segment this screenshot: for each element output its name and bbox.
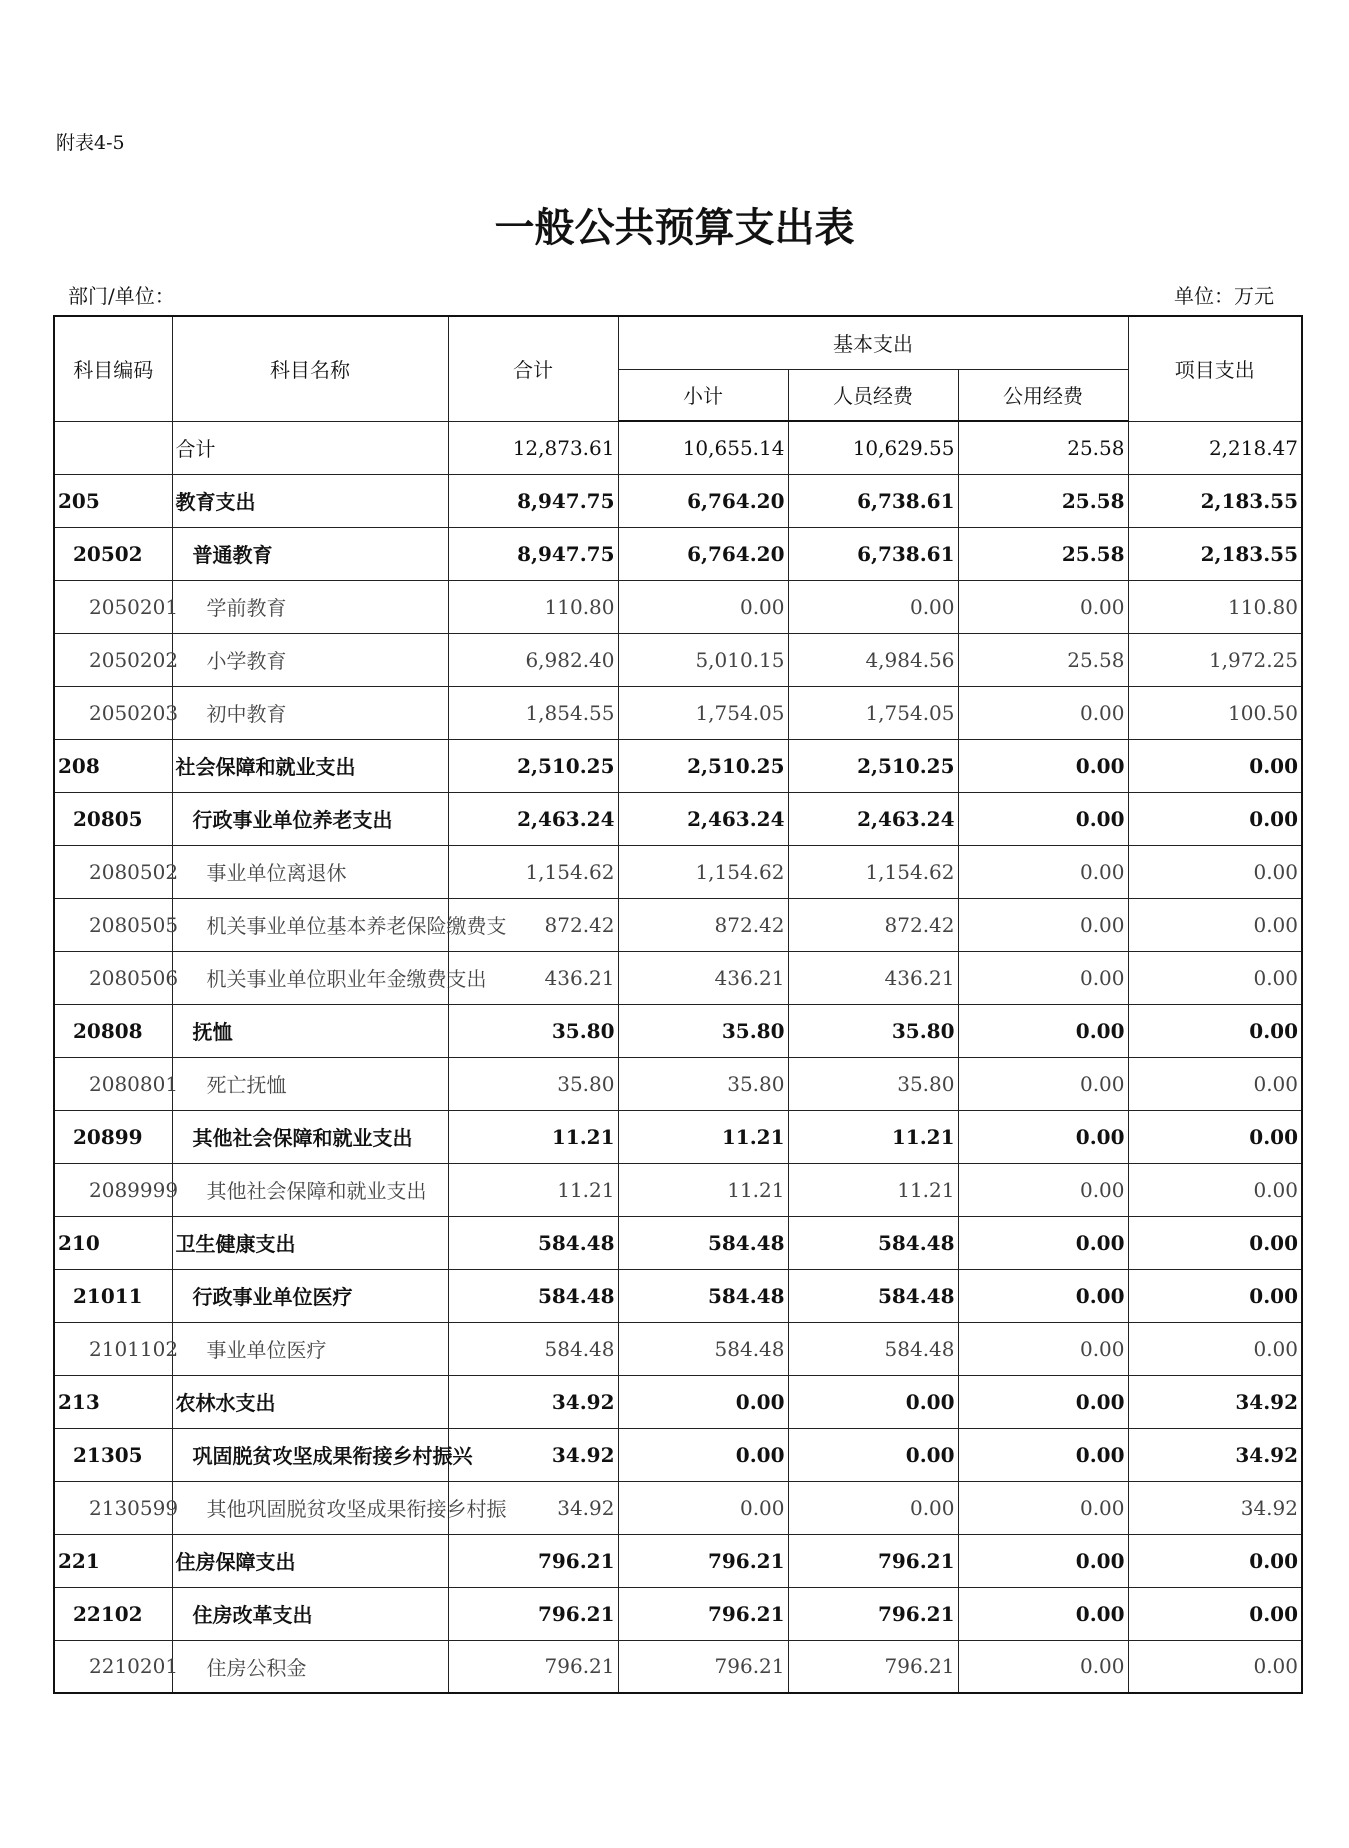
table-row bbox=[54, 1057, 1302, 1110]
cell-code: 208 bbox=[54, 739, 172, 792]
cell-subtotal: 2,463.24 bbox=[618, 792, 788, 845]
table-row bbox=[54, 1216, 1302, 1269]
cell-public: 0.00 bbox=[958, 1375, 1128, 1428]
cell-code: 2080502 bbox=[54, 845, 172, 898]
cell-subtotal: 796.21 bbox=[618, 1534, 788, 1587]
cell-name: 机关事业单位基本养老保险缴费支 bbox=[172, 898, 448, 951]
cell-subtotal: 584.48 bbox=[618, 1322, 788, 1375]
cell-subtotal: 796.21 bbox=[618, 1587, 788, 1640]
cell-public: 0.00 bbox=[958, 1640, 1128, 1693]
cell-name: 死亡抚恤 bbox=[172, 1057, 448, 1110]
cell-public: 0.00 bbox=[958, 845, 1128, 898]
cell-personnel: 584.48 bbox=[788, 1216, 958, 1269]
cell-code: 20805 bbox=[54, 792, 172, 845]
cell-personnel: 35.80 bbox=[788, 1004, 958, 1057]
cell-public: 0.00 bbox=[958, 739, 1128, 792]
cell-total: 35.80 bbox=[448, 1004, 618, 1057]
cell-code: 2080801 bbox=[54, 1057, 172, 1110]
cell-project: 2,183.55 bbox=[1128, 527, 1302, 580]
table-row bbox=[54, 474, 1302, 527]
cell-personnel: 796.21 bbox=[788, 1587, 958, 1640]
table-row bbox=[54, 1428, 1302, 1481]
cell-public: 0.00 bbox=[958, 1269, 1128, 1322]
cell-name: 抚恤 bbox=[172, 1004, 448, 1057]
cell-total: 2,463.24 bbox=[448, 792, 618, 845]
table-row bbox=[54, 951, 1302, 1004]
cell-project: 2,218.47 bbox=[1128, 421, 1302, 474]
cell-name: 教育支出 bbox=[172, 474, 448, 527]
cell-name: 事业单位医疗 bbox=[172, 1322, 448, 1375]
header-code: 科目编码 bbox=[54, 316, 172, 421]
cell-name: 其他社会保障和就业支出 bbox=[172, 1110, 448, 1163]
cell-name: 合计 bbox=[172, 421, 448, 474]
cell-total: 34.92 bbox=[448, 1428, 618, 1481]
cell-total: 12,873.61 bbox=[448, 421, 618, 474]
cell-total: 35.80 bbox=[448, 1057, 618, 1110]
cell-code: 2050201 bbox=[54, 580, 172, 633]
cell-personnel: 6,738.61 bbox=[788, 474, 958, 527]
table-row bbox=[54, 898, 1302, 951]
cell-project: 0.00 bbox=[1128, 1269, 1302, 1322]
header-subtotal: 小计 bbox=[618, 369, 788, 421]
cell-name: 初中教育 bbox=[172, 686, 448, 739]
cell-name: 普通教育 bbox=[172, 527, 448, 580]
cell-subtotal: 584.48 bbox=[618, 1216, 788, 1269]
cell-code: 2101102 bbox=[54, 1322, 172, 1375]
cell-code: 2210201 bbox=[54, 1640, 172, 1693]
header-total: 合计 bbox=[448, 316, 618, 421]
cell-name: 其他巩固脱贫攻坚成果衔接乡村振 bbox=[172, 1481, 448, 1534]
table-row bbox=[54, 845, 1302, 898]
cell-public: 0.00 bbox=[958, 686, 1128, 739]
cell-subtotal: 872.42 bbox=[618, 898, 788, 951]
cell-personnel: 2,463.24 bbox=[788, 792, 958, 845]
cell-code: 2050203 bbox=[54, 686, 172, 739]
cell-personnel: 796.21 bbox=[788, 1534, 958, 1587]
cell-project: 100.50 bbox=[1128, 686, 1302, 739]
cell-code: 213 bbox=[54, 1375, 172, 1428]
header-personnel: 人员经费 bbox=[788, 369, 958, 421]
cell-code: 221 bbox=[54, 1534, 172, 1587]
department-label: 部门/单位： bbox=[68, 284, 175, 308]
table-row bbox=[54, 686, 1302, 739]
cell-subtotal: 436.21 bbox=[618, 951, 788, 1004]
cell-public: 0.00 bbox=[958, 792, 1128, 845]
header-name: 科目名称 bbox=[172, 316, 448, 421]
cell-personnel: 10,629.55 bbox=[788, 421, 958, 474]
cell-project: 0.00 bbox=[1128, 1587, 1302, 1640]
cell-project: 2,183.55 bbox=[1128, 474, 1302, 527]
table-row bbox=[54, 1269, 1302, 1322]
cell-subtotal: 35.80 bbox=[618, 1004, 788, 1057]
table-row bbox=[54, 633, 1302, 686]
cell-personnel: 1,754.05 bbox=[788, 686, 958, 739]
cell-code: 210 bbox=[54, 1216, 172, 1269]
cell-public: 25.58 bbox=[958, 527, 1128, 580]
cell-total: 584.48 bbox=[448, 1216, 618, 1269]
cell-name: 其他社会保障和就业支出 bbox=[172, 1163, 448, 1216]
cell-personnel: 4,984.56 bbox=[788, 633, 958, 686]
cell-code: 22102 bbox=[54, 1587, 172, 1640]
cell-personnel: 584.48 bbox=[788, 1269, 958, 1322]
cell-public: 0.00 bbox=[958, 1216, 1128, 1269]
cell-subtotal: 11.21 bbox=[618, 1163, 788, 1216]
cell-personnel: 436.21 bbox=[788, 951, 958, 1004]
cell-name: 农林水支出 bbox=[172, 1375, 448, 1428]
cell-public: 0.00 bbox=[958, 580, 1128, 633]
cell-personnel: 11.21 bbox=[788, 1110, 958, 1163]
cell-subtotal: 1,754.05 bbox=[618, 686, 788, 739]
cell-total: 1,154.62 bbox=[448, 845, 618, 898]
cell-total: 796.21 bbox=[448, 1640, 618, 1693]
cell-subtotal: 35.80 bbox=[618, 1057, 788, 1110]
cell-public: 25.58 bbox=[958, 474, 1128, 527]
cell-subtotal: 5,010.15 bbox=[618, 633, 788, 686]
cell-personnel: 1,154.62 bbox=[788, 845, 958, 898]
table-row bbox=[54, 1322, 1302, 1375]
cell-public: 0.00 bbox=[958, 1322, 1128, 1375]
cell-code: 2130599 bbox=[54, 1481, 172, 1534]
cell-total: 34.92 bbox=[448, 1481, 618, 1534]
cell-personnel: 0.00 bbox=[788, 580, 958, 633]
cell-personnel: 584.48 bbox=[788, 1322, 958, 1375]
cell-personnel: 35.80 bbox=[788, 1057, 958, 1110]
expenditure-table bbox=[53, 315, 1303, 1694]
cell-name: 住房公积金 bbox=[172, 1640, 448, 1693]
cell-name: 住房改革支出 bbox=[172, 1587, 448, 1640]
table-row bbox=[54, 792, 1302, 845]
cell-personnel: 11.21 bbox=[788, 1163, 958, 1216]
cell-code: 2050202 bbox=[54, 633, 172, 686]
table-row bbox=[54, 1587, 1302, 1640]
table-row bbox=[54, 1375, 1302, 1428]
table-row bbox=[54, 580, 1302, 633]
cell-code: 20502 bbox=[54, 527, 172, 580]
cell-subtotal: 0.00 bbox=[618, 1428, 788, 1481]
cell-subtotal: 0.00 bbox=[618, 1481, 788, 1534]
cell-public: 0.00 bbox=[958, 1163, 1128, 1216]
cell-project: 0.00 bbox=[1128, 845, 1302, 898]
table-row bbox=[54, 1481, 1302, 1534]
cell-project: 34.92 bbox=[1128, 1481, 1302, 1534]
header-public: 公用经费 bbox=[958, 369, 1128, 421]
cell-personnel: 0.00 bbox=[788, 1428, 958, 1481]
cell-subtotal: 2,510.25 bbox=[618, 739, 788, 792]
cell-name: 巩固脱贫攻坚成果衔接乡村振兴 bbox=[172, 1428, 448, 1481]
cell-personnel: 0.00 bbox=[788, 1375, 958, 1428]
table-body bbox=[54, 421, 1302, 1693]
cell-public: 25.58 bbox=[958, 421, 1128, 474]
cell-public: 0.00 bbox=[958, 898, 1128, 951]
cell-subtotal: 0.00 bbox=[618, 1375, 788, 1428]
table-row bbox=[54, 1004, 1302, 1057]
cell-name: 卫生健康支出 bbox=[172, 1216, 448, 1269]
table-row bbox=[54, 1110, 1302, 1163]
cell-total: 110.80 bbox=[448, 580, 618, 633]
cell-name: 行政事业单位医疗 bbox=[172, 1269, 448, 1322]
cell-project: 0.00 bbox=[1128, 898, 1302, 951]
cell-subtotal: 796.21 bbox=[618, 1640, 788, 1693]
table-row bbox=[54, 739, 1302, 792]
cell-total: 872.42 bbox=[448, 898, 618, 951]
cell-subtotal: 6,764.20 bbox=[618, 527, 788, 580]
cell-total: 8,947.75 bbox=[448, 474, 618, 527]
cell-code: 20808 bbox=[54, 1004, 172, 1057]
cell-subtotal: 0.00 bbox=[618, 580, 788, 633]
cell-name: 住房保障支出 bbox=[172, 1534, 448, 1587]
cell-public: 0.00 bbox=[958, 1481, 1128, 1534]
cell-name: 社会保障和就业支出 bbox=[172, 739, 448, 792]
cell-project: 110.80 bbox=[1128, 580, 1302, 633]
cell-name: 事业单位离退休 bbox=[172, 845, 448, 898]
cell-code bbox=[54, 421, 172, 474]
cell-project: 0.00 bbox=[1128, 1057, 1302, 1110]
cell-project: 0.00 bbox=[1128, 792, 1302, 845]
table-row bbox=[54, 1163, 1302, 1216]
cell-personnel: 872.42 bbox=[788, 898, 958, 951]
cell-total: 584.48 bbox=[448, 1269, 618, 1322]
cell-project: 0.00 bbox=[1128, 1534, 1302, 1587]
cell-name: 学前教育 bbox=[172, 580, 448, 633]
cell-public: 0.00 bbox=[958, 951, 1128, 1004]
cell-total: 796.21 bbox=[448, 1587, 618, 1640]
cell-total: 796.21 bbox=[448, 1534, 618, 1587]
cell-project: 34.92 bbox=[1128, 1428, 1302, 1481]
page-title: 一般公共预算支出表 bbox=[494, 205, 855, 251]
cell-project: 0.00 bbox=[1128, 1163, 1302, 1216]
cell-personnel: 6,738.61 bbox=[788, 527, 958, 580]
unit-label: 单位：万元 bbox=[1174, 284, 1274, 308]
header-basic: 基本支出 bbox=[618, 316, 1128, 369]
cell-personnel: 2,510.25 bbox=[788, 739, 958, 792]
cell-personnel: 0.00 bbox=[788, 1481, 958, 1534]
cell-total: 8,947.75 bbox=[448, 527, 618, 580]
cell-code: 2080505 bbox=[54, 898, 172, 951]
cell-project: 34.92 bbox=[1128, 1375, 1302, 1428]
cell-total: 11.21 bbox=[448, 1163, 618, 1216]
cell-public: 25.58 bbox=[958, 633, 1128, 686]
cell-public: 0.00 bbox=[958, 1534, 1128, 1587]
cell-subtotal: 6,764.20 bbox=[618, 474, 788, 527]
cell-name: 行政事业单位养老支出 bbox=[172, 792, 448, 845]
cell-project: 0.00 bbox=[1128, 1004, 1302, 1057]
cell-personnel: 796.21 bbox=[788, 1640, 958, 1693]
cell-name: 机关事业单位职业年金缴费支出 bbox=[172, 951, 448, 1004]
cell-public: 0.00 bbox=[958, 1587, 1128, 1640]
cell-project: 1,972.25 bbox=[1128, 633, 1302, 686]
cell-project: 0.00 bbox=[1128, 1640, 1302, 1693]
cell-project: 0.00 bbox=[1128, 739, 1302, 792]
attachment-label: 附表4-5 bbox=[56, 132, 125, 154]
cell-subtotal: 1,154.62 bbox=[618, 845, 788, 898]
cell-code: 2080506 bbox=[54, 951, 172, 1004]
cell-total: 436.21 bbox=[448, 951, 618, 1004]
header-project: 项目支出 bbox=[1128, 316, 1302, 421]
cell-subtotal: 11.21 bbox=[618, 1110, 788, 1163]
cell-total: 6,982.40 bbox=[448, 633, 618, 686]
table-row bbox=[54, 527, 1302, 580]
cell-name: 小学教育 bbox=[172, 633, 448, 686]
cell-subtotal: 10,655.14 bbox=[618, 421, 788, 474]
cell-public: 0.00 bbox=[958, 1110, 1128, 1163]
cell-code: 2089999 bbox=[54, 1163, 172, 1216]
table-row bbox=[54, 1640, 1302, 1693]
cell-total: 11.21 bbox=[448, 1110, 618, 1163]
cell-public: 0.00 bbox=[958, 1057, 1128, 1110]
cell-total: 34.92 bbox=[448, 1375, 618, 1428]
cell-code: 21305 bbox=[54, 1428, 172, 1481]
cell-project: 0.00 bbox=[1128, 1110, 1302, 1163]
cell-code: 205 bbox=[54, 474, 172, 527]
table-row bbox=[54, 421, 1302, 474]
cell-total: 1,854.55 bbox=[448, 686, 618, 739]
cell-code: 21011 bbox=[54, 1269, 172, 1322]
table-row bbox=[54, 1534, 1302, 1587]
cell-project: 0.00 bbox=[1128, 1322, 1302, 1375]
cell-subtotal: 584.48 bbox=[618, 1269, 788, 1322]
cell-project: 0.00 bbox=[1128, 1216, 1302, 1269]
cell-public: 0.00 bbox=[958, 1428, 1128, 1481]
cell-project: 0.00 bbox=[1128, 951, 1302, 1004]
cell-code: 20899 bbox=[54, 1110, 172, 1163]
cell-total: 2,510.25 bbox=[448, 739, 618, 792]
cell-total: 584.48 bbox=[448, 1322, 618, 1375]
cell-public: 0.00 bbox=[958, 1004, 1128, 1057]
